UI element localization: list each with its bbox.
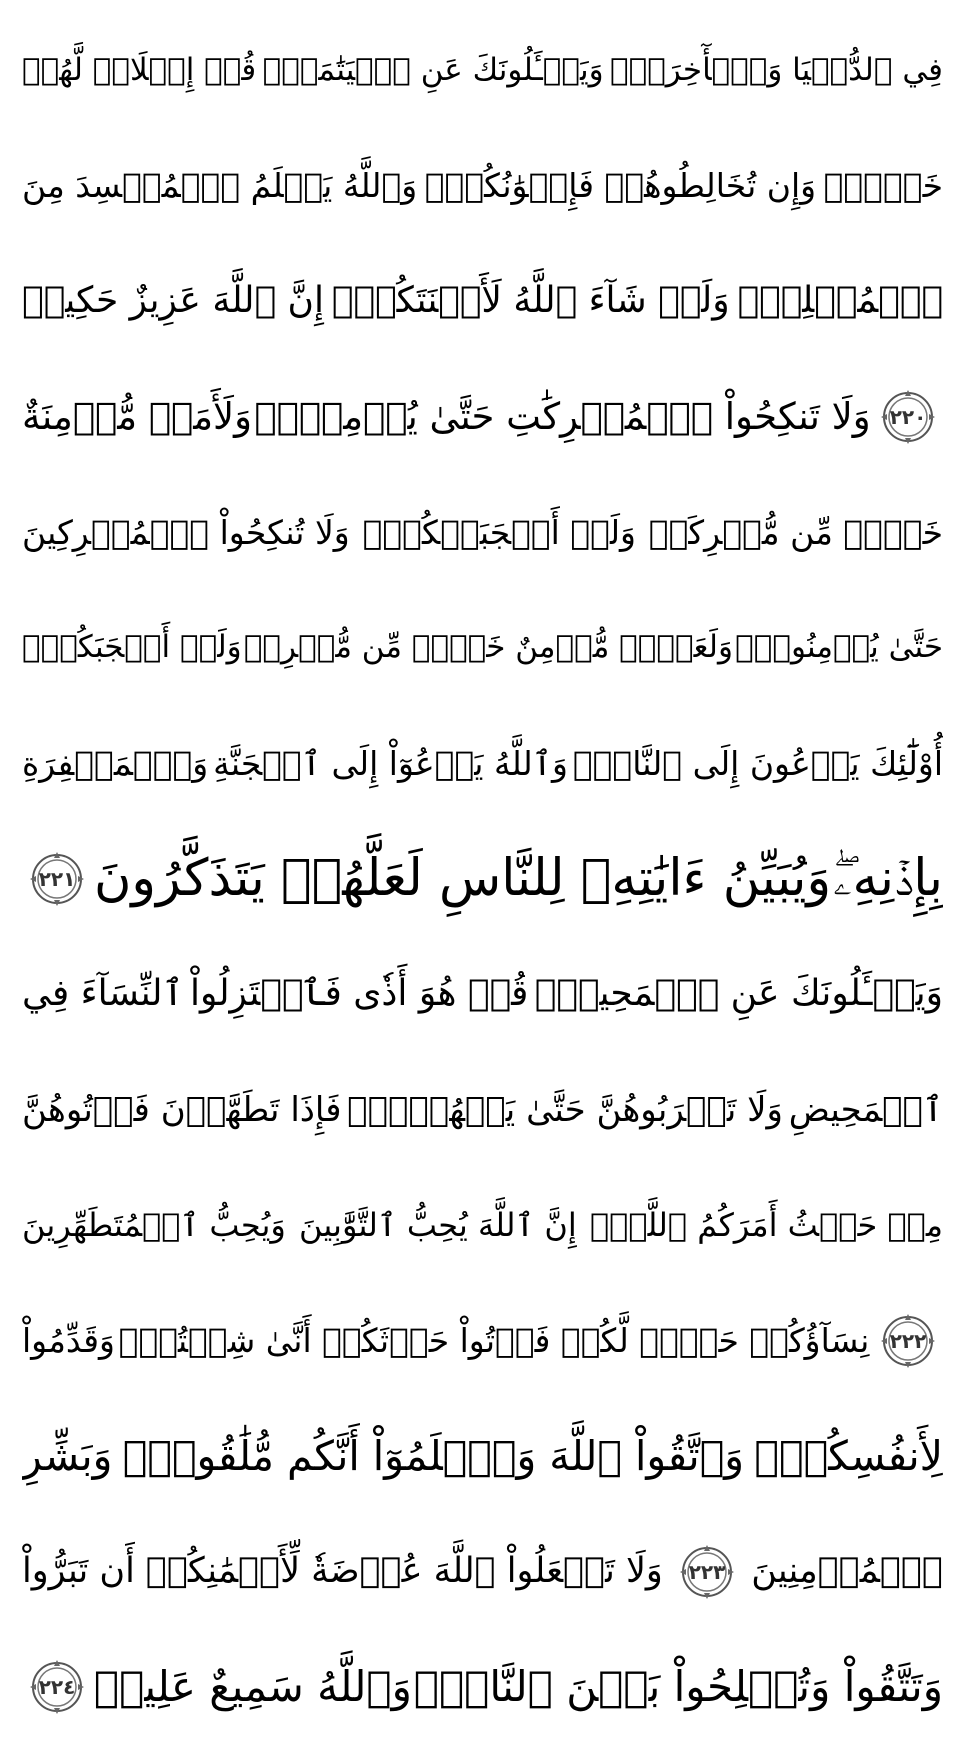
ayah-number: ٢٢٢ <box>889 1328 927 1353</box>
ayah-number: ٢٢٤ <box>38 1675 76 1699</box>
line-segment: وَلَعَبۡدٞ مُّؤۡمِنٌ خَيۡرٞ مِّن مُّشۡرِكٖ <box>243 629 733 665</box>
line-segment: فَإِذَا تَطَهَّرۡنَ فَأۡتُوهُنَّ <box>22 1089 342 1130</box>
line-segment: وَلَوۡ أَعۡجَبَتۡكُمۡۗ <box>362 512 636 552</box>
line-segment: وَلَوۡ شَآءَ ٱللَّهُ لَأَعۡنَتَكُمۡۚ <box>331 280 730 321</box>
line-segment: وَٱللَّهُ يَدۡعُوٓاْ إِلَى ٱلۡجَنَّةِ <box>213 743 568 783</box>
line-segment: وَإِن تُخَالِطُوهُمۡ فَإِخۡوَٰنُكُمۡۚ <box>424 166 817 205</box>
line-segment: وَلَا تَنكِحُواْ ٱلۡمُشۡرِكَٰتِ حَتَّىٰ يُؤۡمِنَّۚ <box>254 395 871 438</box>
line-segment: وَيُبَيِّنُ ءَايَٰتِهِۦ لِلنَّاسِ لَعَلَّهُمۡ يَتَذَكَّرُونَ <box>93 849 832 908</box>
text-line-4 <box>22 361 943 473</box>
line-segment: وَتَتَّقُواْ وَتُصۡلِحُواْ بَيۡنَ ٱلنَّاسِۚ <box>413 1662 943 1711</box>
line-segment: أُوْلَٰٓئِكَ يَدۡعُونَ إِلَى ٱلنَّارِۖ <box>572 743 943 783</box>
line-segment: وَقَدِّمُواْ <box>22 1321 115 1360</box>
line-segment: وَٱللَّهُ سَمِيعٌ عَلِيمٞ <box>93 1662 412 1711</box>
line-segment: إِنَّ ٱللَّهَ عَزِيزٌ حَكِيمٞ <box>22 280 324 321</box>
text-line-10 <box>22 1054 943 1166</box>
line-segment: وَٱتَّقُواْ ٱللَّهَ وَٱعۡلَمُوٓاْ أَنَّكُم مُّلَٰقُوهُۗ <box>122 1431 745 1480</box>
line-segment: ٱلۡمُصۡلِحِۚ <box>737 280 943 321</box>
text-line-11 <box>22 1169 943 1281</box>
line-segment: وَلَوۡ أَعۡجَبَكُمۡۗ <box>22 629 242 665</box>
line-segment: بِإِذۡنِهِۦۖ <box>833 849 943 908</box>
line-segment: إِنَّ ٱللَّهَ يُحِبُّ ٱلتَّوَّٰبِينَ <box>299 1206 577 1244</box>
text-line-8 <box>22 823 943 935</box>
text-line-3 <box>22 245 943 357</box>
line-segment: وَلَأَمَةٞ مُّؤۡمِنَةٌ <box>22 395 253 438</box>
ayah-number: ٢٢١ <box>38 866 76 891</box>
ayah-marker-icon <box>879 388 937 446</box>
line-segment: نِسَآؤُكُمۡ حَرۡثٞ لَّكُمۡ فَأۡتُواْ حَرۡثَكُمۡ أَنَّىٰ شِئۡتُمۡۖ <box>118 1321 870 1360</box>
line-segment: وَٱلۡمَغۡفِرَةِ <box>22 743 209 783</box>
line-segment: ٱلۡمَحِيضِ <box>788 1089 943 1130</box>
text-line-5 <box>22 476 943 588</box>
text-line-6 <box>22 592 943 704</box>
ayah-marker-icon <box>28 1658 86 1716</box>
text-line-12 <box>22 1285 943 1397</box>
ayah-marker-icon <box>879 1312 937 1370</box>
text-line-14 <box>22 1516 943 1628</box>
line-segment: ٱلنِّسَآءَ فِي <box>22 973 184 1014</box>
text-line-2 <box>22 130 943 242</box>
text-line-9 <box>22 938 943 1050</box>
line-segment: ٱلۡمُؤۡمِنِينَ <box>751 1551 943 1591</box>
ayah-number: ٢٢٠ <box>889 404 927 429</box>
line-segment: وَيُحِبُّ ٱلۡمُتَطَهِّرِينَ <box>22 1206 286 1244</box>
line-segment: قُلۡ إِصۡلَاحٞ لَّهُمۡ <box>22 51 257 88</box>
line-segment: حَتَّىٰ يُؤۡمِنُواْۚ <box>735 629 943 665</box>
line-segment: قُلۡ هُوَ أَذٗى فَٱعۡتَزِلُواْ <box>189 973 529 1014</box>
line-segment: لِأَنفُسِكُمۡۚ <box>754 1431 943 1480</box>
text-line-13 <box>22 1400 943 1512</box>
ayah-marker-icon <box>678 1543 736 1601</box>
line-segment: خَيۡرٞ مِّن مُّشۡرِكَةٖ <box>648 512 943 552</box>
ayah-marker-icon <box>28 850 86 908</box>
line-segment: فِي ٱلدُّنۡيَا وَٱلۡأٓخِرَةِۗ <box>610 51 943 88</box>
text-line-1 <box>22 14 943 126</box>
line-segment: وَيَسۡـَٔلُونَكَ عَنِ ٱلۡيَتَٰمَىٰۖ <box>262 51 604 88</box>
line-segment: وَلَا تَجۡعَلُواْ ٱللَّهَ عُرۡضَةٗ لِّأَيۡمَٰنِكُمۡ أَن تَبَرُّواْ <box>22 1551 663 1591</box>
ayah-number: ٢٢٣ <box>688 1559 726 1584</box>
text-line-7 <box>22 707 943 819</box>
line-segment: وَيَسۡـَٔلُونَكَ عَنِ ٱلۡمَحِيضِۖ <box>534 973 943 1014</box>
text-line-15 <box>22 1631 943 1743</box>
line-segment: وَبَشِّرِ <box>22 1431 113 1480</box>
line-segment: خَيۡرٞۖ <box>823 166 943 205</box>
line-segment: وَلَا تُنكِحُواْ ٱلۡمُشۡرِكِينَ <box>22 512 350 552</box>
line-segment: وَٱللَّهُ يَعۡلَمُ ٱلۡمُفۡسِدَ مِنَ <box>22 166 418 205</box>
line-segment: مِنۡ حَيۡثُ أَمَرَكُمُ ٱللَّهُۚ <box>589 1206 943 1244</box>
line-segment: وَلَا تَقۡرَبُوهُنَّ حَتَّىٰ يَطۡهُرۡنَۖ <box>347 1089 783 1130</box>
